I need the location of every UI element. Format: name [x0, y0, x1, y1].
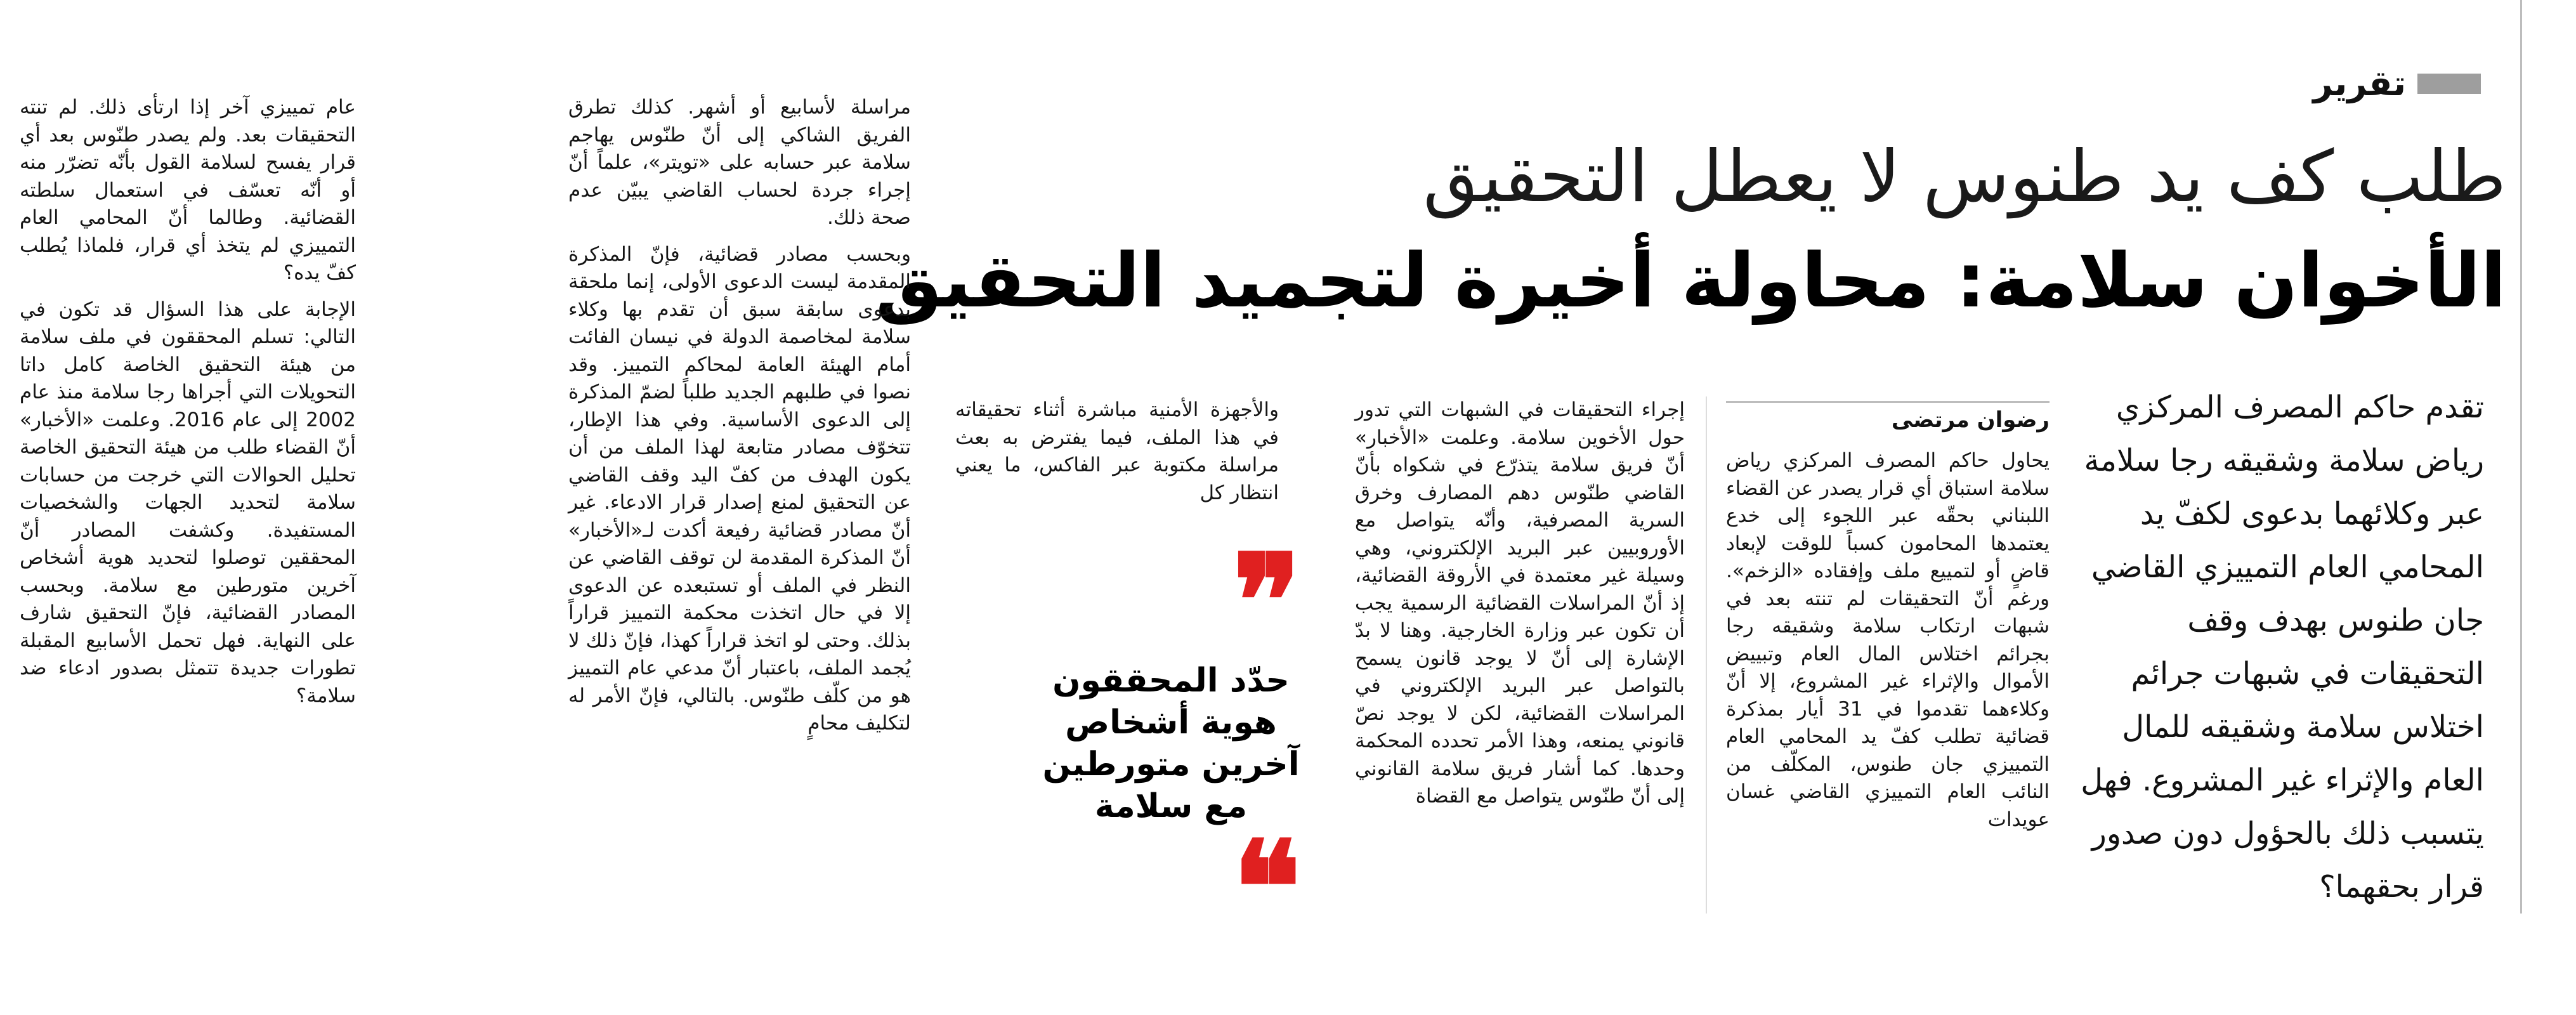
column-paragraph: وبحسب مصادر قضائية، فإنّ المذكرة المقدمة ليست الدعوى الأولى، إنما ملحقة بدعوى سابقة سبق أن تقدم بها وكلاء سلامة لمخاصمة الدولة في نيسان الفائت أمام الهيئة العامة لمحاكم التمييز. وقد نصوا في طلبهم الجديد طلباً لضمّ المذكرة إلى الدعوى الأساسية. وفي هذا الإطار، تتخوّف مصادر متابعة لهذا الملف من أن يكون الهدف من كفّ اليد وقف القاضي عن التحقيق لمنع إصدار قرار الادعاء. غير أنّ مصادر قضائية رفيعة أكدت لـ«الأخبار» أنّ المذكرة المقدمة لن توقف القاضي عن النظر في الملف أو تستبعده عن الدعوى إلا في حال اتخذت محكمة التمييز قراراً بذلك. وحتى لو اتخذ قراراً كهذا، فإنّ ذلك لا يُجمد الملف، باعتبار أنّ مدعي عام التمييز هو من كلّف طنّوس. بالتالي، فإنّ الأمر له لتكليف محامٍ — [568, 242, 911, 735]
column-rule — [1706, 396, 1707, 914]
article-column-3 — [955, 396, 1279, 516]
column-paragraph: إجراء التحقيقات في الشبهات التي تدور حول الأخوين سلامة. وعلمت «الأخبار» أنّ فريق سلامة يتذرّع في شكواه بأنّ القاضي طنّوس دهم المصارف وخرق السرية المصرفية، وأنّه يتواصل مع الأوروبيين عبر البريد الإلكتروني، وهي وسيلة غير معتمدة في الأروقة القضائية، إذ أنّ المراسلات القضائية الرسمية يجب أن تكون عبر وزارة الخارجية. وهنا لا بدّ الإشارة إلى أنّ لا يوجد قانون يسمح بالتواصل عبر البريد الإلكتروني في المراسلات القضائية، لكن لا يوجد نصّ قانوني يمنعه، وهذا الأمر تحدده المحكمة وحدها. كما أشار فريق سلامة القانوني إلى أنّ طنّوس يتواصل مع القضاة — [1355, 398, 1685, 808]
byline: رضوان مرتضى — [1891, 407, 2050, 433]
article-column-5 — [20, 94, 356, 719]
headline-sub: طلب كف يد طنوس لا يعطل التحقيق — [1423, 136, 2506, 218]
quote-open-icon: ❞ — [1232, 527, 1301, 676]
column-paragraph: عام تمييزي آخر إذا ارتأى ذلك. لم تنته التحقيقات بعد. ولم يصدر طنّوس بعد أي قرار يفسح لسلامة القول بأنّه تضرّر منه أو أنّه تعسّف في استعمال سلطته القضائية. وطالما أنّ المحامي العام التمييزي لم يتخذ أي قرار، فلماذا يُطلب كفّ يده؟ — [20, 96, 356, 284]
headline-main: الأخوان سلامة: محاولة أخيرة لتجميد التحقيق — [875, 237, 2506, 324]
article-column-4 — [568, 94, 911, 747]
section-tag — [2313, 63, 2481, 103]
pull-quote-text: حدّد المحققون هوية أشخاص آخرين متورطين مع سلامة — [1042, 662, 1300, 825]
lead-paragraph: تقدم حاكم المصرف المركزي رياض سلامة وشقيقه رجا سلامة عبر وكلائهما بدعوى لكفّ يد المحامي العام التمييزي القاضي جان طنوس بهدف وقف التحقيقات في شبهات جرائم اختلاس سلامة وشقيقه للمال العام والإثراء غير المشروع. فهل يتسبب ذلك بالحؤول دون صدور قرار بحقهما؟ — [2081, 390, 2484, 905]
column-paragraph: يحاول حاكم المصرف المركزي رياض سلامة استباق أي قرار يصدر عن القضاء اللبناني بحقّه عبر اللجوء إلى خدع يعتمدها المحامون كسباً للوقت لإبعاد قاضٍ أو لتمييع ملف وإفقاده «الزخم». ورغم أنّ التحقيقات لم تنته بعد في شبهات ارتكاب سلامة وشقيقه رجا بجرائم اختلاس المال العام وتبييض الأموال والإثراء غير المشروع، إلا أنّ وكلاءهما تقدموا في 31 أيار بمذكرة قضائية تطلب كفّ يد المحامي العام التمييزي جان طنوس، المكلّف من النائب العام التمييزي القاضي غسان عويدات — [1726, 449, 2050, 831]
section-tag-bar — [2417, 74, 2481, 94]
byline-rule — [1726, 401, 2050, 403]
page-right-border — [2520, 0, 2522, 914]
article-column-2 — [1355, 396, 1685, 820]
column-paragraph: والأجهزة الأمنية مباشرة أثناء تحقيقاته في هذا الملف، فيما يفترض به بعث مراسلة مكتوبة عبر الفاكس، ما يعني انتظار كل — [955, 398, 1279, 504]
article-column-1 — [1726, 447, 2050, 842]
column-paragraph: الإجابة على هذا السؤال قد تكون في التالي: تسلم المحققون في ملف سلامة من هيئة التحقيق الخاصة كامل داتا التحويلات التي أجراها رجا سلامة منذ عام 2002 إلى عام 2016. وعلمت «الأخبار» أنّ القضاء طلب من هيئة التحقيق الخاصة تحليل الحوالات التي خرجت من حسابات سلامة لتحديد الجهات والشخصيات المستفيدة. وكشفت المصادر أنّ المحققين توصلوا لتحديد هوية أشخاص آخرين متورطين مع سلامة. وبحسب المصادر القضائية، فإنّ التحقيق شارف على النهاية. فهل تحمل الأسابيع المقبلة تطورات جديدة تتمثل بصدور ادعاء ضد سلامة؟ — [20, 298, 356, 707]
quote-close-icon: ❝ — [1232, 813, 1301, 962]
section-tag-label: تقرير — [2313, 63, 2406, 103]
column-paragraph: مراسلة لأسابيع أو أشهر. كذلك تطرق الفريق الشاكي إلى أنّ طنّوس يهاجم سلامة عبر حسابه على «تويتر»، علماً أنّ إجراء جردة لحساب القاضي يبيّن عدم صحة ذلك. — [568, 96, 911, 229]
